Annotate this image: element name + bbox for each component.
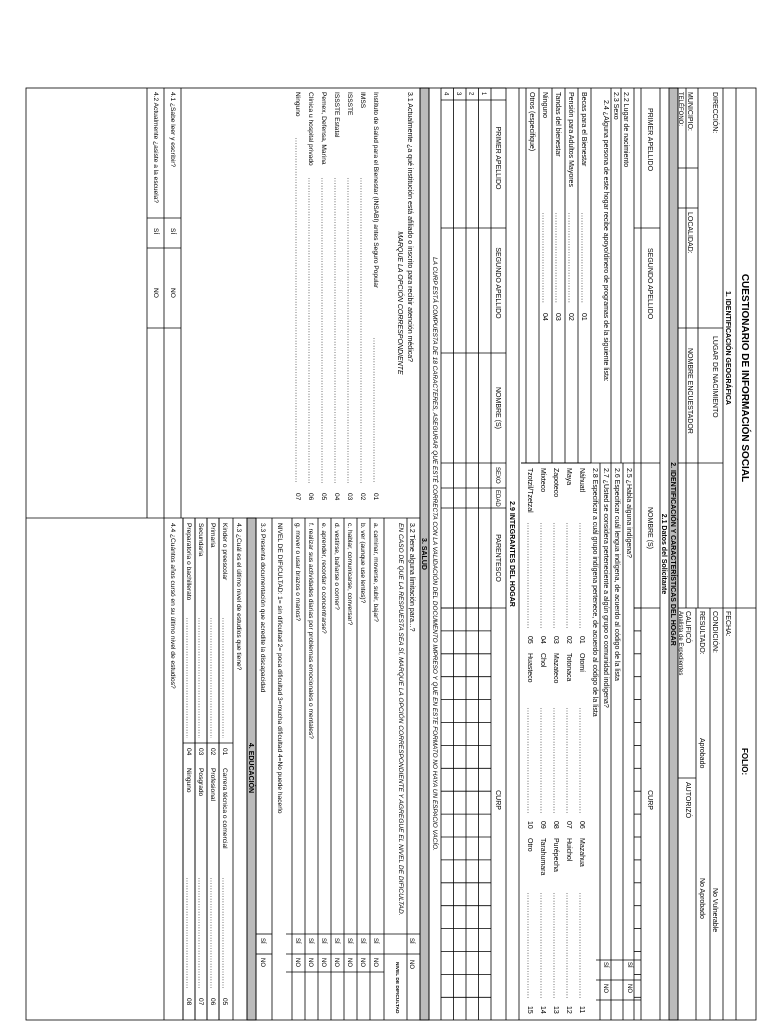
- q32-si: SÍ: [408, 938, 414, 944]
- q42-si: SÍ: [152, 228, 159, 235]
- limitacion-5-label: e. aprender, recordar o concentrarse?: [320, 523, 327, 634]
- lengua-05-code: 05: [526, 636, 533, 644]
- integrante-row-1-number: 1: [480, 92, 486, 96]
- lengua-02-code: 02: [565, 636, 572, 644]
- limitacion-2-label: b. ver (aunque use lentes)?: [359, 523, 366, 604]
- integrante-row-3-number: 3: [455, 92, 461, 96]
- lengua-08-label: Mazateco: [552, 653, 559, 684]
- institucion-06-code: 06: [307, 493, 314, 501]
- q25-no: NO: [626, 984, 632, 993]
- integrantes-header-1: PRIMER APELLIDO: [494, 126, 501, 190]
- solicitante-curp-label: CURP: [646, 790, 653, 810]
- lengua-06-label: Otomí: [578, 653, 585, 673]
- lengua-01-code: 01: [578, 636, 585, 644]
- integrantes-header-2: SEGUNDO APELLIDO: [494, 247, 501, 319]
- q33-label: 3.3 Presenta documentación que acredite la discapacidad: [259, 523, 266, 693]
- q32-no: NO: [408, 960, 414, 969]
- q43-label: 4.3 ¿Cuál es el último nivel de estudios que tiene?: [235, 523, 242, 671]
- nivel-08-label: Ninguno: [185, 768, 192, 793]
- q27-si: SÍ: [602, 962, 608, 968]
- q27-label: 2.7 ¿Usted se considera perteneciente a algún grupo o comunidad indígena?: [602, 468, 609, 708]
- programa-1-code: 01: [580, 313, 587, 321]
- institucion-02-label: IMSS: [359, 92, 366, 109]
- solicitante-primer-apellido-label: PRIMER APELLIDO: [646, 108, 653, 172]
- q41-no: NO: [169, 288, 176, 298]
- q25-label: 2.5 ¿Habla alguna indígena?: [625, 468, 632, 558]
- lengua-04-label: Mixteco: [539, 468, 546, 493]
- programa-1-label: Becas para el Bienestar: [580, 92, 587, 167]
- nivel-07-label: Posgrado: [197, 768, 204, 797]
- integrante-row-4-number: 4: [442, 92, 449, 96]
- condicion-label: CONDICIÓN:: [711, 611, 718, 653]
- programa-2-code: 02: [567, 313, 574, 321]
- limitacion-1-si: SÍ: [372, 938, 378, 944]
- integrantes-header-6: PARENTESCO: [494, 534, 501, 582]
- section-4-title: 4. EDUCACIÓN: [247, 742, 254, 794]
- limitacion-5-si: SÍ: [320, 938, 326, 944]
- q32-label: 3.2 Tiene alguna limitación para...?: [408, 523, 415, 632]
- lengua-15-label: Otro: [526, 838, 533, 852]
- institucion-05-code: 05: [320, 493, 327, 501]
- limitacion-1-label: a. caminar, moverse, subir, bajar?: [372, 523, 379, 622]
- institucion-07-code: 07: [294, 493, 301, 501]
- q42-label: 4.2 Actualmente ¿asiste a la escuela?: [152, 92, 159, 204]
- nivel-02-label: Primaria: [209, 523, 216, 548]
- lengua-10-code: 10: [526, 821, 533, 829]
- nivel-06-label: Profesional: [209, 768, 216, 801]
- direccion-label: DIRECCIÓN:: [711, 92, 718, 134]
- califico-label: CALIFICÓ: [684, 611, 691, 644]
- programa-4-code: 04: [541, 313, 548, 321]
- institucion-02-code: 02: [359, 493, 366, 501]
- nivel-dificultad-header: NIVEL DE DIFICULTAD: [394, 962, 399, 1014]
- limitacion-4-no: NO: [333, 958, 339, 967]
- q31-instruction: MARQUE LA OPCIÓN CORRESPONDIENTE: [396, 231, 403, 375]
- lengua-08-code: 08: [552, 821, 559, 829]
- municipio-label: MUNICIPIO:: [686, 92, 693, 131]
- programa-2-label: Pensión para Adultos Mayores: [567, 92, 574, 187]
- lengua-01-label: Náhuatl: [578, 468, 585, 493]
- q25-si: SÍ: [626, 962, 632, 968]
- nivel-01-label: Kinder o preescolar: [221, 523, 228, 581]
- q33-no: NO: [259, 958, 265, 967]
- integrantes-header-7: CURP: [494, 790, 501, 810]
- lengua-11-code: 11: [578, 1006, 585, 1014]
- nivel-dificultad-escala: NIVEL DE DIFICULTAD: 1= sin dificultad 2= poca dificultad 3=mucha dificultad 4=No puede hacerlo: [276, 523, 283, 814]
- section-1-title: 1. IDENTIFICACIÓN GEOGRÁFICA: [724, 291, 731, 405]
- limitacion-6-no: NO: [307, 958, 313, 967]
- lengua-04-code: 04: [539, 636, 546, 644]
- programa-3-label: Tandas del bienestar: [554, 92, 561, 157]
- folio-label: FOLIO:: [740, 748, 749, 776]
- q23-label: 2.3 Sexo: [612, 92, 619, 120]
- limitacion-3-no: NO: [346, 958, 352, 967]
- lengua-09-code: 09: [539, 821, 546, 829]
- lengua-09-label: Chol: [539, 653, 546, 668]
- limitacion-7-label: g. mover o usar brazos o manos?: [294, 523, 301, 622]
- institucion-04-code: 04: [333, 493, 340, 501]
- institucion-05-label: Pemex, Defensa, Marina: [320, 92, 327, 165]
- programa-3-code: 03: [554, 313, 561, 321]
- lengua-12-code: 12: [565, 1006, 572, 1014]
- programa-4-label: Ninguno: [541, 92, 548, 119]
- section-3-title: 3. SALUD: [420, 538, 427, 570]
- lengua-03-code: 03: [552, 636, 559, 644]
- limitacion-3-label: c. hablar, comunicarse, conversar?: [346, 523, 353, 626]
- q32-instruction: EN CASO DE QUE LA RESPUESTA SEA SÍ, MARQUE LA OPCIÓN CORRESPONDIENTE Y AGREGUE EL NIVEL DE DIFICULTAD.: [397, 523, 404, 916]
- limitacion-4-si: SÍ: [333, 938, 339, 944]
- nivel-05-label: Carrera técnica o comercial: [221, 768, 228, 849]
- integrante-row-2-number: 2: [467, 92, 474, 96]
- q27-no: NO: [602, 984, 608, 993]
- q44-label: 4.4 ¿Cuántos años cursó en su último nivel de estudios?: [169, 523, 176, 689]
- institucion-06-label: Clínica u hospital privado: [307, 92, 314, 166]
- integrantes-header-3: NOMBRE (S): [494, 387, 501, 429]
- social-information-questionnaire: [26, 88, 756, 1020]
- section-2-1-title: 2.1 Datos del Solicitante: [660, 513, 667, 595]
- lengua-15-code: 15: [526, 1006, 533, 1014]
- fecha-label: FECHA:: [724, 611, 731, 637]
- solicitante-nombres-label: NOMBRE (S): [646, 507, 653, 549]
- institucion-04-label: ISSSTE Estatal: [333, 92, 340, 138]
- lengua-05-label: Tzotzil/Tzetzal: [526, 468, 533, 513]
- solicitante-segundo-apellido-label: SEGUNDO APELLIDO: [646, 248, 653, 320]
- nivel-03-code: 03: [197, 748, 204, 756]
- lengua-02-label: Maya: [565, 468, 572, 486]
- section-2-title: 2. IDENTIFICACIÓN Y CARACTERÍSTICAS DEL HOGAR: [669, 462, 676, 646]
- nivel-05-code: 05: [221, 998, 228, 1006]
- limitacion-6-si: SÍ: [307, 938, 313, 944]
- lengua-14-label: Tarahumara: [539, 838, 546, 876]
- limitacion-1-no: NO: [372, 958, 378, 967]
- lengua-11-label: Mazahua: [578, 838, 585, 867]
- nivel-04-label: Preparatoria o bachillerato: [185, 523, 192, 601]
- nivel-08-code: 08: [185, 998, 192, 1006]
- limitacion-6-label: f. realizar sus actividades diarias por problemas emocionales o mentales?: [307, 523, 314, 739]
- autorizo-label: AUTORIZÓ: [684, 782, 691, 819]
- nivel-04-code: 04: [185, 748, 192, 756]
- form-text: [152, 92, 752, 1014]
- localidad-label: LOCALIDAD:: [686, 212, 693, 254]
- institucion-03-label: ISSSTE: [346, 92, 353, 116]
- nivel-06-code: 06: [209, 998, 216, 1006]
- limitacion-4-label: d. vestirse, bañarse o comer?: [333, 523, 340, 610]
- institucion-01-code: 01: [372, 493, 379, 501]
- integrantes-header-5: EDAD: [494, 490, 500, 507]
- nivel-02-code: 02: [209, 748, 216, 756]
- q31-label: 3.1 Actualmente ¿a qué institución está afiliado o inscrito para recibir atención médica?: [406, 92, 413, 363]
- lengua-07-code: 07: [565, 821, 572, 829]
- limitacion-2-si: SÍ: [359, 938, 365, 944]
- institucion-01-label: Instituto de Salud para el Bienestar (INSABI) antes Seguro Popular: [372, 92, 379, 289]
- lengua-10-label: Huasteco: [526, 653, 533, 683]
- no-vulnerable-label: No Vulnerable: [711, 888, 718, 933]
- nombre-encuestador-label: NOMBRE ENCUESTADOR: [686, 348, 693, 434]
- institucion-07-label: Ninguno: [294, 92, 301, 117]
- q22-label: 2.2 Lugar de nacimiento: [622, 92, 629, 168]
- q24-label: 2.4 ¿Alguna persona de este hogar recibe apoyo/dinero de programas de la siguiente lista:: [602, 100, 609, 382]
- limitacion-3-si: SÍ: [346, 938, 352, 944]
- q26-label: 2.6 Especificar cuál lengua indígena, de acuerdo al código de la lista: [613, 468, 620, 681]
- lengua-03-label: Zapoteco: [552, 468, 559, 498]
- table-rules: [26, 88, 756, 1020]
- q41-label: 4.1 ¿Sabe leer y escribir?: [169, 92, 176, 168]
- form-title: CUESTIONARIO DE INFORMACIÓN SOCIAL: [739, 273, 750, 483]
- nivel-01-code: 01: [221, 748, 228, 756]
- q28-label: 2.8 Especificar a cuál grupo indígena pertenece, de acuerdo al código de la lista: [591, 468, 598, 717]
- lengua-12-label: Huichol: [565, 838, 572, 862]
- q33-si: SÍ: [259, 938, 265, 944]
- limitacion-2-no: NO: [359, 958, 365, 967]
- q41-si: SÍ: [169, 228, 176, 235]
- telefono-label: TELÉFONO:: [677, 92, 683, 127]
- limitacion-7-si: SÍ: [294, 938, 300, 944]
- no-aprobado-label: No Aprobado: [698, 878, 705, 919]
- integrantes-header-4: SEXO: [494, 467, 500, 484]
- institucion-03-code: 03: [346, 493, 353, 501]
- nivel-07-code: 07: [197, 998, 204, 1006]
- section-2-9-title: 2.9 INTEGRANTES DEL HOGAR: [508, 501, 515, 607]
- limitacion-7-no: NO: [294, 958, 300, 967]
- lengua-14-code: 14: [539, 1006, 546, 1014]
- aprobado-label: Aprobado: [698, 738, 705, 769]
- resultado-label: RESULTADO:: [698, 611, 705, 655]
- lengua-13-label: Purépecha: [552, 838, 559, 872]
- lengua-07-label: Totonaca: [565, 653, 572, 682]
- lugar-nacimiento-label: LUGAR DE NACIMIENTO: [711, 336, 718, 418]
- limitacion-5-no: NO: [320, 958, 326, 967]
- lengua-06-code: 06: [578, 821, 585, 829]
- nivel-03-label: Secundaria: [197, 523, 204, 557]
- programa-5-label: Otros (especifique): [528, 92, 535, 152]
- q42-no: NO: [152, 288, 159, 298]
- analista-label: Analista de Expedientes: [677, 611, 683, 676]
- lengua-13-code: 13: [552, 1006, 559, 1014]
- curp-note: LA CURP ESTÁ COMPUESTA DE 18 CARACTERES, ASEGURAR QUE ESTÉ CORRECTA CON LA VALIDACIÓN DEL DOCUMENTO IMPRESO Y QUE EN ESTE FORMATO NO HAYA UN ESPACIO VACÍO.: [431, 257, 438, 851]
